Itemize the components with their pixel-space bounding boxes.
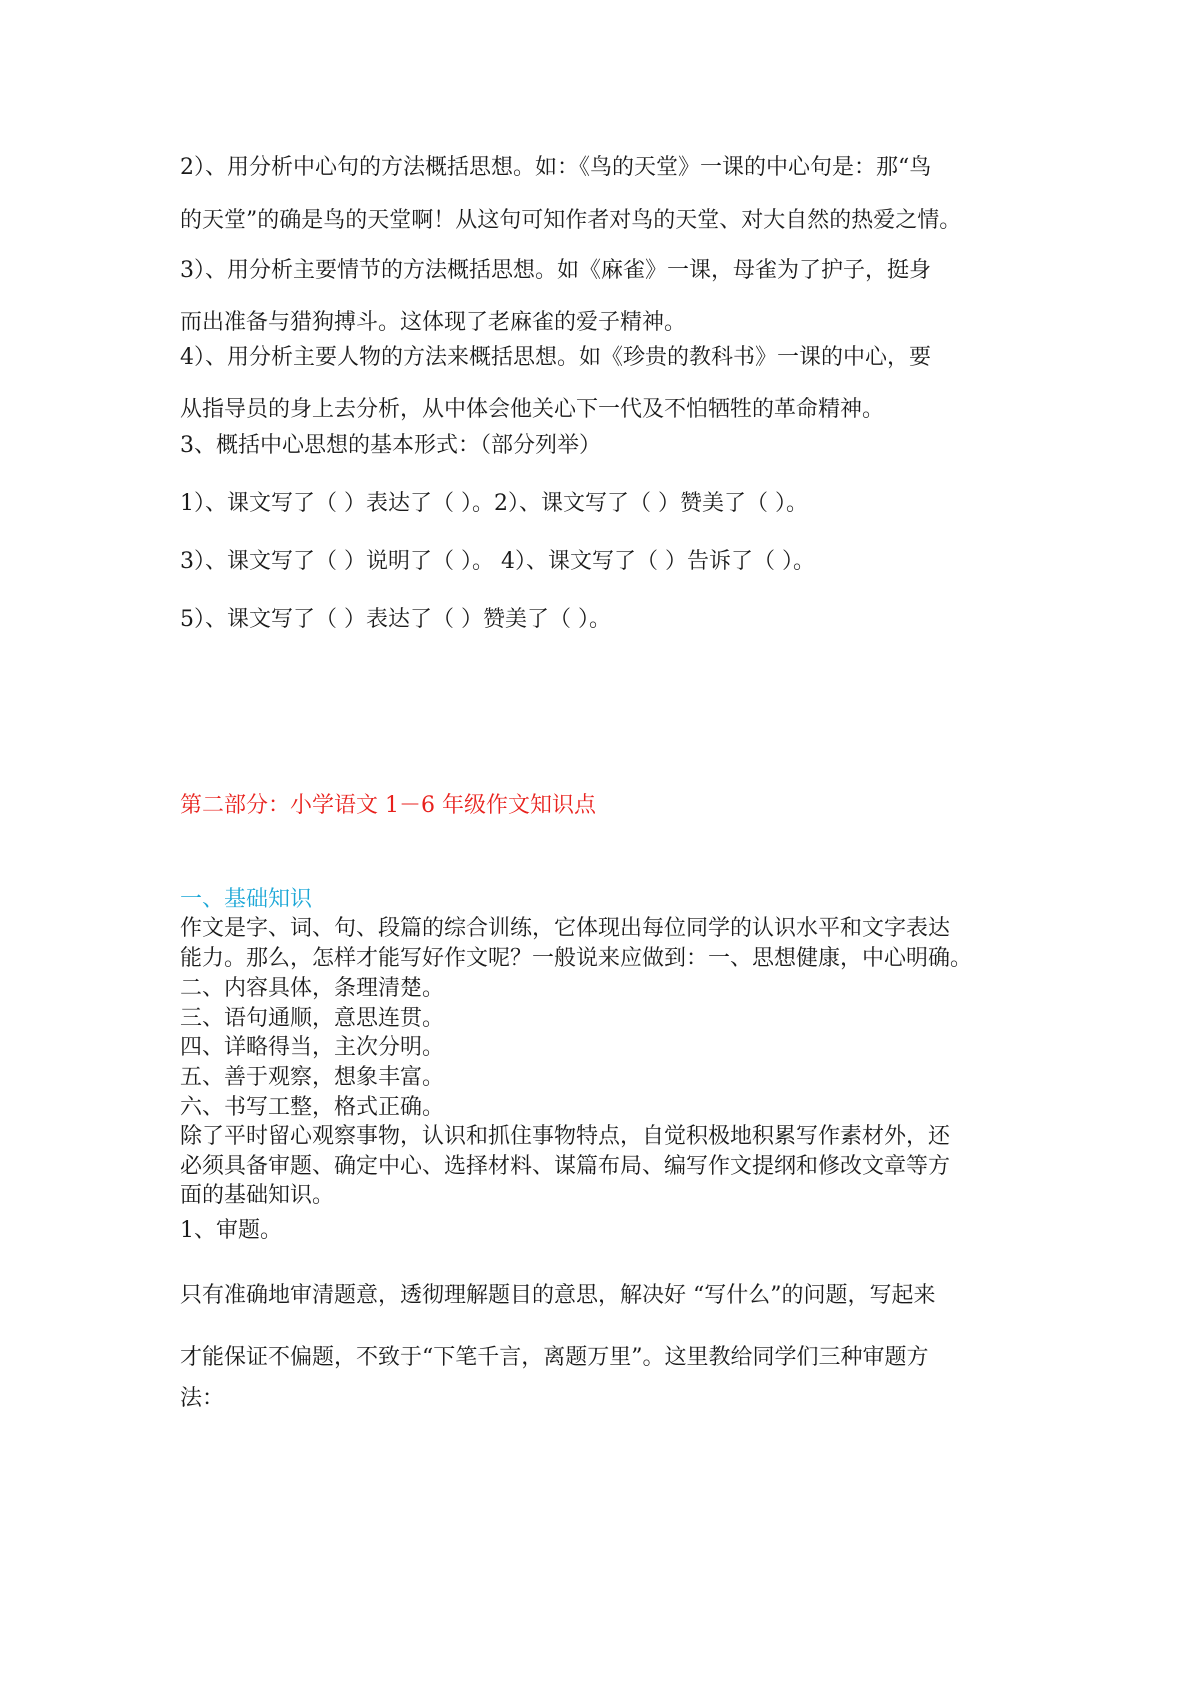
- numbered-heading: 1、审题。: [180, 1218, 282, 1243]
- paragraph-line: 必须具备审题、确定中心、选择材料、谋篇布局、编写作文提纲和修改文章等方: [180, 1154, 951, 1179]
- paragraph-line: 才能保证不偏题，不致于“下笔千言，离题万里”。这里教给同学们三种审题方: [180, 1345, 929, 1370]
- part-title: 第二部分：小学语文 1－6 年级作文知识点: [180, 793, 596, 818]
- paragraph-line: 能力。那么，怎样才能写好作文呢？一般说来应做到：一、思想健康，中心明确。: [180, 946, 973, 971]
- paragraph-line: 从指导员的身上去分析，从中体会他关心下一代及不怕牺牲的革命精神。: [180, 397, 885, 422]
- paragraph-line: 二、内容具体，条理清楚。: [180, 976, 445, 1001]
- section-heading: 一、基础知识: [180, 887, 313, 912]
- formula-line: 3）、课文写了（ ）说明了（ ）。 4）、课文写了（ ）告诉了（ ）。: [180, 549, 815, 574]
- paragraph-line: 4）、用分析主要人物的方法来概括思想。如《珍贵的教科书》一课的中心，要: [180, 345, 931, 370]
- paragraph-line: 2）、用分析中心句的方法概括思想。如：《鸟的天堂》一课的中心句是：那“鸟: [180, 155, 932, 180]
- formula-line: 5）、课文写了（ ）表达了（ ）赞美了（ ）。: [180, 607, 611, 632]
- paragraph-line: 六、书写工整，格式正确。: [180, 1095, 445, 1120]
- paragraph-line: 3）、用分析主要情节的方法概括思想。如《麻雀》一课，母雀为了护子，挺身: [180, 258, 931, 283]
- paragraph-line: 法：: [180, 1386, 225, 1411]
- paragraph-line: 除了平时留心观察事物，认识和抓住事物特点，自觉积极地积累写作素材外，还: [180, 1124, 951, 1149]
- paragraph-line: 面的基础知识。: [180, 1183, 335, 1208]
- paragraph-line: 四、详略得当，主次分明。: [180, 1035, 445, 1060]
- paragraph-line: 五、善于观察，想象丰富。: [180, 1065, 445, 1090]
- paragraph-line: 3、概括中心思想的基本形式：（部分列举）: [180, 433, 601, 458]
- paragraph-line: 三、语句通顺，意思连贯。: [180, 1006, 445, 1031]
- paragraph-line: 而出准备与猎狗搏斗。这体现了老麻雀的爱子精神。: [180, 310, 687, 335]
- formula-line: 1）、课文写了（ ）表达了（ ）。2）、课文写了（ ）赞美了（ ）。: [180, 491, 808, 516]
- paragraph-line: 作文是字、词、句、段篇的综合训练，它体现出每位同学的认识水平和文字表达: [180, 916, 951, 941]
- paragraph-line: 的天堂”的确是鸟的天堂啊！从这句可知作者对鸟的天堂、对大自然的热爱之情。: [180, 208, 962, 233]
- paragraph-line: 只有准确地审清题意，透彻理解题目的意思，解决好 “写什么”的问题，写起来: [180, 1283, 936, 1308]
